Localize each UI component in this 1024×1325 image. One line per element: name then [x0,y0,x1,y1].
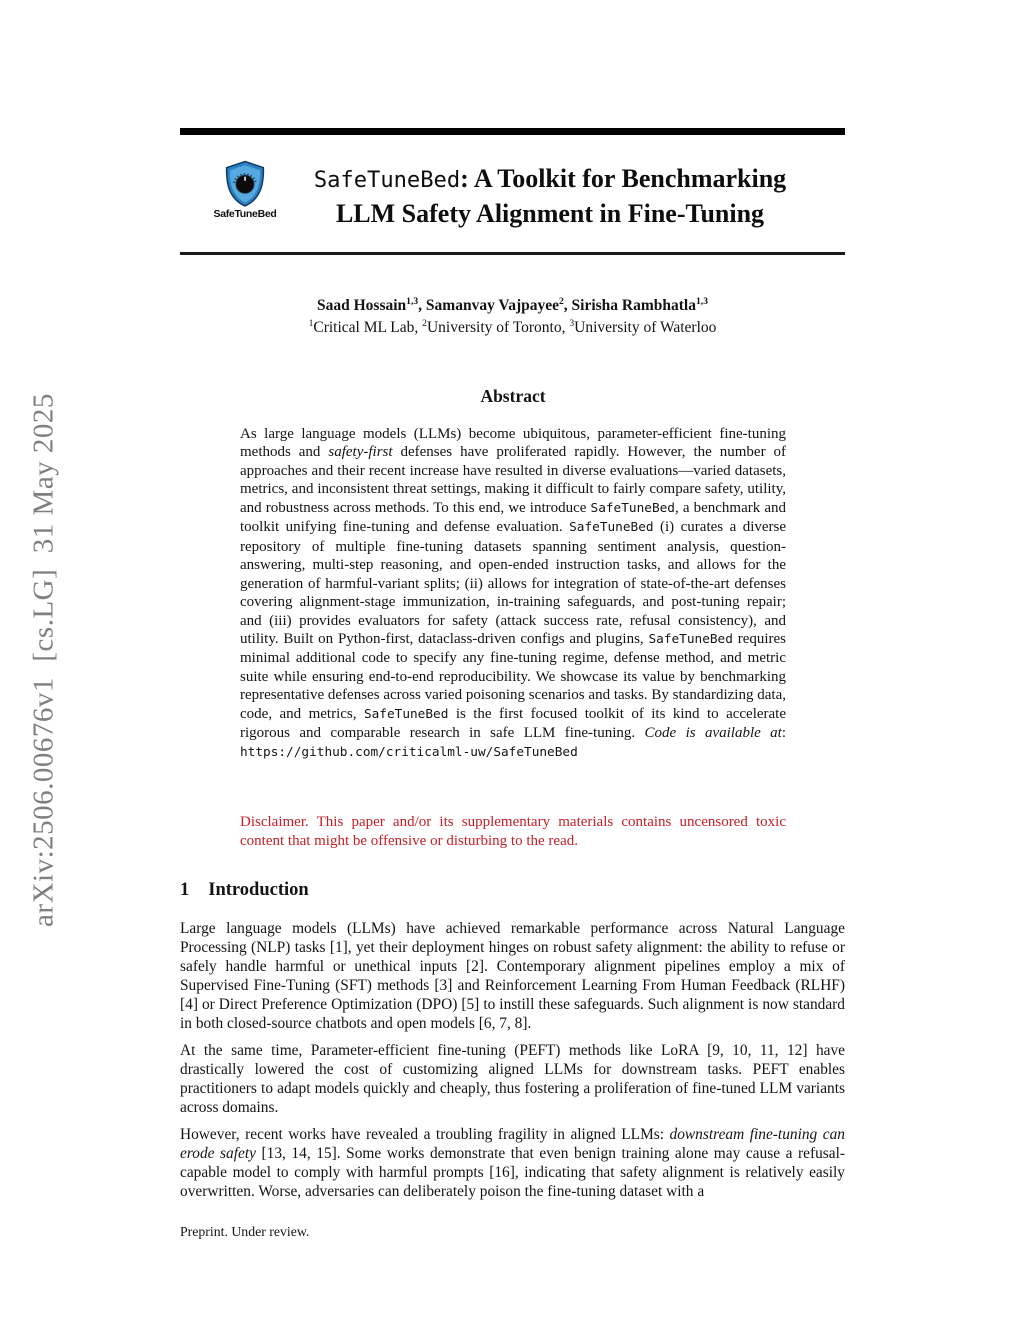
code-repo-link[interactable]: https://github.com/criticalml-uw/SafeTuneBed [240,744,578,760]
text-segment: However, recent works have revealed a troubling fragility in aligned LLMs: [180,1126,670,1143]
author-affiliations [180,317,845,339]
text-segment: : [781,725,787,742]
text-segment: As large language models (LLMs) become ubiquitous, parameter-efficient fine-tuning methods and [240,426,786,461]
text-segment: 1,3 [696,295,708,307]
text-segment: Saad Hossain [317,297,407,314]
text-segment: 2 [422,317,427,329]
intro-paragraph-1: Large language models (LLMs) have achieved remarkable performance across Natural Language Processing (NLP) tasks [1], yet their deployment hinges on robust safety alignment: the ability to refuse or safely handle harmful or unethical inputs [2]. Contemporary alignment pipelines employ a mix of Supervised Fine-Tuning (SFT) methods [3] and Reinforcement Learning From Human Feedback (RLHF) [4] or Direct Preference Optimization (DPO) [5] to instill these safeguards. Such alignment is now standard in both closed-source chatbots and open models [6, 7, 8]. [180,920,845,1032]
text-segment: downstream fine-tuning can erode safety [180,1126,845,1162]
title-rule-bottom [180,252,845,255]
author-names [180,295,845,317]
paper-title [275,162,825,230]
text-segment: SafeTuneBed [363,706,449,722]
section-number: 1 [180,880,190,900]
text-segment: : A Toolkit for Benchmarking [460,164,787,193]
text-segment: requires minimal additional code to specify any fine-tuning regime, defense method, and metric suite while ensuring end-to-end reproducibility. We showcase its value by benchmarking representative defenses across varied poisoning scenarios and tasks. By standardizing data, code, and metrics, [240,630,787,722]
text-segment: SafeTuneBed [569,520,654,536]
arxiv-watermark: arXiv:2506.00676v1 [cs.LG] 31 May 2025 [27,393,60,927]
text-segment: Sirisha Rambhatla [571,297,696,314]
shield-dial-icon [222,160,268,207]
text-segment: , [418,297,426,314]
intro-paragraph-3 [180,1126,845,1202]
intro-paragraph-2: At the same time, Parameter-efficient fine-tuning (PEFT) methods like LoRA [9, 10, 11, 12] have drastically lowered the cost of customizing aligned LLMs for downstream tasks. PEFT enables practitioners to adapt models quickly and cheaply, thus fostering a proliferation of fine-tuned LLM variants across domains. [180,1042,845,1116]
text-segment: is the first focused toolkit of its kind to accelerate rigorous and comparable research in safe LLM fine-tuning. [240,705,787,742]
text-segment: 1 [308,317,314,329]
logo-label: SafeTuneBed [213,208,277,220]
title-rule-top [180,128,845,135]
disclaimer-text: Disclaimer. This paper and/or its supplementary materials contains uncensored toxic content that might be offensive or disturbing to the read. [240,814,786,849]
text-segment: University of Waterloo [574,318,717,336]
text-segment: SafeTuneBed [648,631,733,647]
text-segment: SafeTuneBed [313,167,461,193]
text-segment: SafeTuneBed [590,500,675,516]
text-segment: [13, 14, 15]. Some works demonstrate that even benign training alone may cause a refusal-capable model to comply with harmful prompts [16], indicating that safety alignment is relatively easily overwritten. Worse, adversaries can deliberately poison the fine-tuning dataset with a [180,1144,845,1200]
text-segment: 2 [558,295,564,307]
text-segment: , [563,297,572,314]
abstract-heading: Abstract [480,386,546,406]
text-segment: Critical ML Lab, [313,318,423,336]
paper-title-line2: LLM Safety Alignment in Fine-Tuning [335,199,765,228]
text-segment: Samanvay Vajpayee [425,297,559,314]
text-segment: defenses have proliferated rapidly. However, the number of approaches and their recent increase have resulted in diverse evaluations—varied datasets, metrics, and inconsistent threat settings, making it difficult to fairly compare safety, utility, and robustness across methods. To this end, we introduce [240,444,786,516]
text-segment: 3 [569,317,575,329]
text-segment: 1,3 [406,295,419,307]
section-heading-introduction [180,880,309,901]
paper-title-line1 [275,162,825,197]
abstract-text [240,425,786,762]
text-segment: Code is available at [644,725,782,742]
text-segment: , a benchmark and toolkit unifying fine-tuning and defense evaluation. [240,499,786,536]
text-segment: safety-first [328,444,393,461]
safetunebed-logo [210,160,280,220]
text-segment: University of Toronto, [426,318,570,336]
section-title: Introduction [208,880,309,900]
author-block [180,295,845,338]
text-segment: (i) curates a diverse repository of multiple fine-tuning datasets spanning sentiment analysis, question-answering, multi-step reasoning, and open-ended instruction tasks, and allows for the generation of harmful-variant splits; (ii) allows for integration of state-of-the-art defenses covering alignment-stage immunization, in-training safeguards, and post-tuning repair; and (iii) provides evaluators for safety (attack success rate, refusal consistency), and utility. Built on Python-first, dataclass-driven configs and plugins, [240,519,787,647]
preprint-footnote: Preprint. Under review. [180,1224,310,1239]
